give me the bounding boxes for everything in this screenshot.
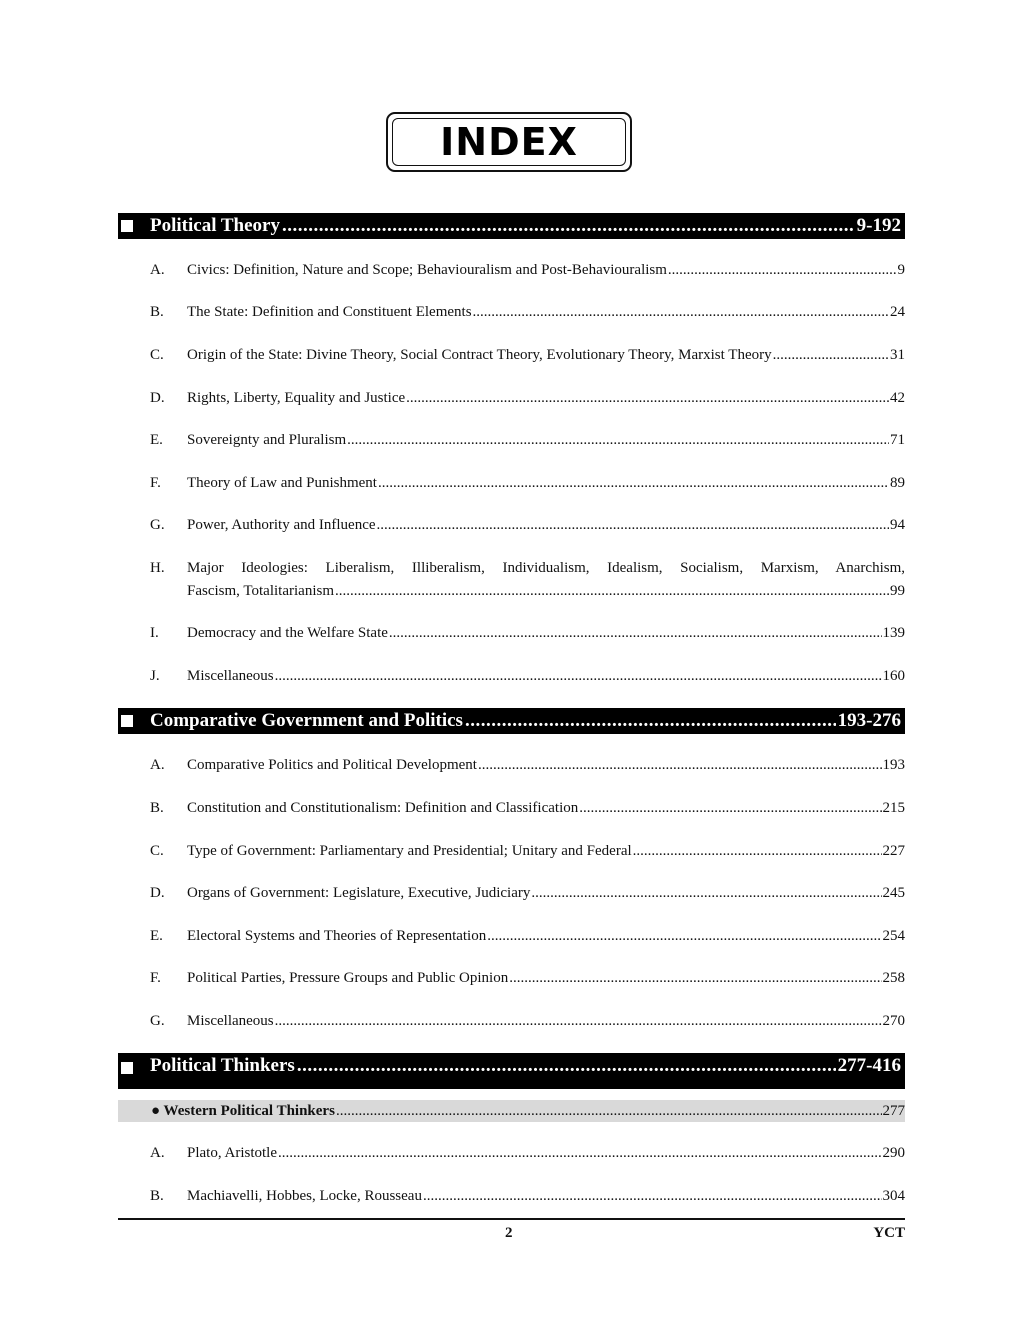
- toc-entry[interactable]: [150, 754, 905, 777]
- square-bullet-icon: [121, 715, 133, 727]
- section-page-range: 9-192: [856, 215, 901, 236]
- section-title: Political Thinkers: [150, 1055, 295, 1076]
- entry-letter: D.: [150, 390, 165, 406]
- subsection-title: ● Western Political Thinkers: [151, 1103, 335, 1119]
- toc-entry[interactable]: [150, 472, 905, 495]
- toc-entry[interactable]: [150, 1010, 905, 1033]
- dot-leader: [406, 387, 889, 410]
- entry-title: Type of Government: Parliamentary and Presidential; Unitary and Federal: [187, 843, 632, 859]
- toc-entry[interactable]: [150, 622, 905, 645]
- toc-entry[interactable]: [150, 1142, 905, 1165]
- entry-letter: F.: [150, 970, 161, 986]
- entry-title: Electoral Systems and Theories of Representation: [187, 928, 487, 944]
- dot-leader: [275, 1010, 882, 1033]
- dot-leader: [478, 754, 882, 777]
- entry-letter: G.: [150, 1013, 165, 1029]
- entry-title: Political Parties, Pressure Groups and Public Opinion: [187, 970, 509, 986]
- dot-leader: [389, 622, 882, 645]
- footer-page-number: 2: [505, 1225, 513, 1241]
- entry-page: 290: [882, 1145, 905, 1161]
- dot-leader: [336, 1100, 882, 1122]
- entry-page: 42: [890, 390, 905, 406]
- entry-page: 254: [882, 928, 905, 944]
- square-bullet-icon: [121, 220, 133, 232]
- entry-page: 258: [882, 970, 905, 986]
- footer-divider: [118, 1218, 905, 1220]
- entry-letter: A.: [150, 1145, 165, 1161]
- toc-entry[interactable]: [150, 925, 905, 948]
- entry-letter: E.: [150, 928, 163, 944]
- entry-title: Sovereignty and Pluralism: [187, 432, 347, 448]
- subsection-page: 277: [882, 1103, 905, 1119]
- entry-title: Miscellaneous: [187, 668, 274, 684]
- dot-leader: [335, 580, 889, 603]
- dot-leader: [278, 1142, 882, 1165]
- toc-entry[interactable]: [150, 840, 905, 863]
- entry-page: 9: [897, 262, 905, 278]
- dot-leader: [465, 710, 836, 732]
- section-header-political-thinkers[interactable]: [118, 1053, 905, 1089]
- toc-entry[interactable]: [150, 882, 905, 905]
- entry-letter: G.: [150, 517, 165, 533]
- toc-entry[interactable]: [150, 344, 905, 367]
- entry-title: Theory of Law and Punishment: [187, 475, 377, 491]
- entry-letter: H.: [150, 560, 165, 576]
- entry-page: 94: [890, 517, 905, 533]
- entry-letter: I.: [150, 625, 159, 641]
- dot-leader: [531, 882, 881, 905]
- toc-entry[interactable]: [150, 259, 905, 282]
- entry-page: 245: [882, 885, 905, 901]
- dot-leader: [282, 215, 855, 237]
- dot-leader: [275, 665, 882, 688]
- entry-title: Plato, Aristotle: [187, 1145, 277, 1161]
- entry-title: Civics: Definition, Nature and Scope; Behaviouralism and Post-Behaviouralism: [187, 262, 667, 278]
- entry-page: 160: [882, 668, 905, 684]
- page-title: INDEX: [392, 118, 626, 166]
- entry-title: Power, Authority and Influence: [187, 517, 376, 533]
- entry-page: 24: [890, 304, 905, 320]
- entry-letter: C.: [150, 347, 164, 363]
- toc-entry[interactable]: [150, 387, 905, 410]
- entry-title: Rights, Liberty, Equality and Justice: [187, 390, 406, 406]
- dot-leader: [377, 514, 889, 537]
- dot-leader: [773, 344, 889, 367]
- toc-entry[interactable]: [150, 301, 905, 324]
- entry-letter: D.: [150, 885, 165, 901]
- dot-leader: [423, 1185, 882, 1208]
- entry-page: 31: [890, 347, 905, 363]
- entry-letter: E.: [150, 432, 163, 448]
- dot-leader: [668, 259, 897, 282]
- entry-title: Constitution and Constitutionalism: Definition and Classification: [187, 800, 579, 816]
- entry-page: 71: [890, 432, 905, 448]
- entry-page: 304: [882, 1188, 905, 1204]
- footer-brand: YCT: [873, 1225, 905, 1241]
- entry-letter: B.: [150, 1188, 164, 1204]
- toc-entry[interactable]: [150, 797, 905, 820]
- entry-letter: C.: [150, 843, 164, 859]
- entry-page: 89: [890, 475, 905, 491]
- entry-title: Democracy and the Welfare State: [187, 625, 388, 641]
- toc-entry[interactable]: [150, 1185, 905, 1208]
- dot-leader: [509, 967, 881, 990]
- entry-page: 99: [890, 583, 905, 599]
- subsection-western-political-thinkers[interactable]: [118, 1100, 905, 1122]
- entry-letter: A.: [150, 262, 165, 278]
- index-title-frame: [386, 112, 632, 172]
- toc-entry[interactable]: [150, 665, 905, 688]
- dot-leader: [487, 925, 881, 948]
- entry-page: 193: [882, 757, 905, 773]
- entry-title: Comparative Politics and Political Development: [187, 757, 477, 773]
- dot-leader: [297, 1055, 836, 1077]
- entry-title-continued: Fascism, Totalitarianism: [187, 583, 334, 599]
- entry-title: Origin of the State: Divine Theory, Social Contract Theory, Evolutionary Theory, Marxist Theory: [187, 347, 772, 363]
- entry-title: Machiavelli, Hobbes, Locke, Rousseau: [187, 1188, 422, 1204]
- square-bullet-icon: [121, 1062, 133, 1074]
- toc-entry[interactable]: [150, 967, 905, 990]
- entry-page: 227: [882, 843, 905, 859]
- section-title: Political Theory: [150, 215, 280, 236]
- entry-page: 215: [882, 800, 905, 816]
- dot-leader: [347, 429, 889, 452]
- entry-letter: F.: [150, 475, 161, 491]
- entry-letter: A.: [150, 757, 165, 773]
- entry-title: Major Ideologies: Liberalism, Illiberalism, Individualism, Idealism, Socialism, Marxism, Anarchism,: [187, 560, 905, 576]
- toc-entry[interactable]: [150, 557, 905, 603]
- entry-title: Organs of Government: Legislature, Executive, Judiciary: [187, 885, 531, 901]
- toc-entry[interactable]: [150, 429, 905, 452]
- entry-letter: B.: [150, 304, 164, 320]
- entry-letter: J.: [150, 668, 160, 684]
- entry-page: 270: [882, 1013, 905, 1029]
- entry-letter: B.: [150, 800, 164, 816]
- dot-leader: [473, 301, 889, 324]
- dot-leader: [633, 840, 882, 863]
- entry-page: 139: [882, 625, 905, 641]
- dot-leader: [378, 472, 889, 495]
- section-page-range: 193-276: [837, 710, 901, 731]
- section-header-comparative-government[interactable]: [118, 708, 905, 734]
- section-title: Comparative Government and Politics: [150, 710, 463, 731]
- entry-title: Miscellaneous: [187, 1013, 274, 1029]
- toc-entry[interactable]: [150, 514, 905, 537]
- section-header-political-theory[interactable]: [118, 213, 905, 239]
- section-page-range: 277-416: [837, 1055, 901, 1076]
- dot-leader: [579, 797, 881, 820]
- entry-title: The State: Definition and Constituent Elements: [187, 304, 472, 320]
